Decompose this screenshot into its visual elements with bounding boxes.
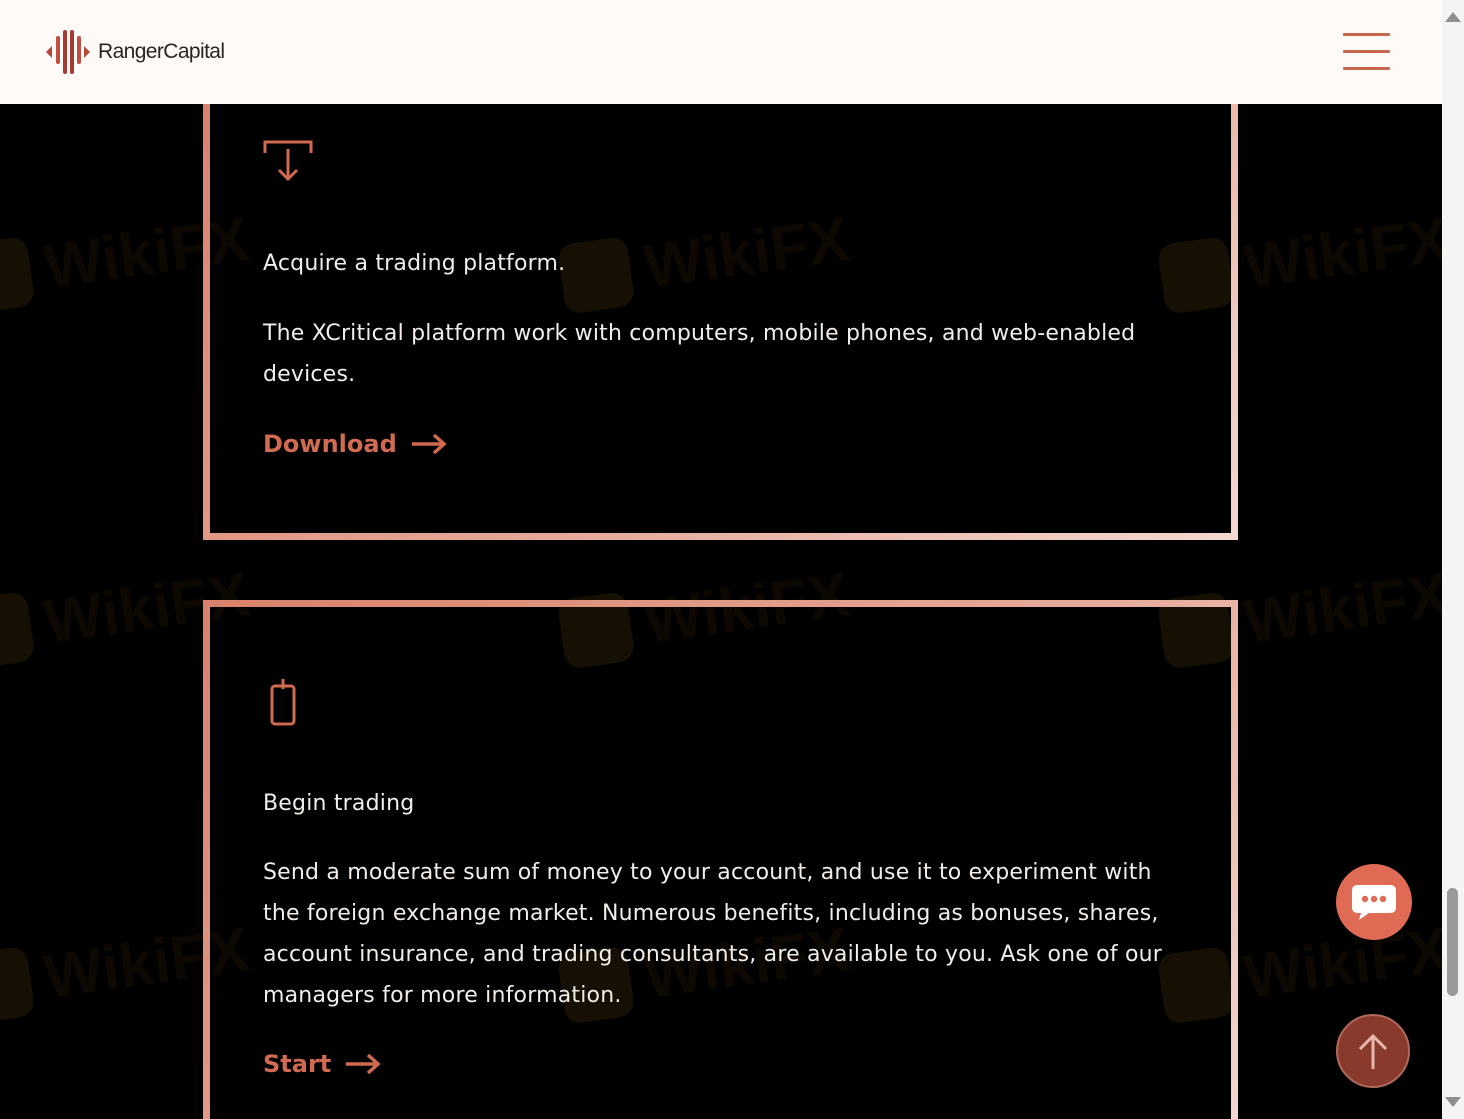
scroll-thumb[interactable] xyxy=(1447,888,1458,996)
watermark: WikiFX xyxy=(556,914,853,1025)
hamburger-menu-icon[interactable] xyxy=(1343,33,1390,71)
site-header xyxy=(0,0,1442,104)
step-card-platform xyxy=(203,80,1238,540)
scroll-down-arrow[interactable] xyxy=(1445,1097,1461,1107)
watermark: WikiFX xyxy=(0,204,254,315)
chat-button[interactable] xyxy=(1336,864,1412,940)
scroll-up-arrow[interactable] xyxy=(1445,12,1461,22)
brand-logo[interactable] xyxy=(44,28,224,76)
card-title: Acquire a trading platform. xyxy=(263,251,566,276)
watermark: WikiFX xyxy=(0,914,254,1025)
watermark: WikiFX xyxy=(556,559,853,670)
watermark: WikiFX xyxy=(0,559,254,670)
vertical-scrollbar[interactable] xyxy=(1442,0,1464,1119)
watermark: WikiFX xyxy=(1156,559,1453,670)
ranger-logo-icon xyxy=(44,28,92,76)
download-label: Download xyxy=(263,430,397,458)
start-label: Start xyxy=(263,1050,332,1078)
download-tray-icon xyxy=(263,139,313,187)
watermark: WikiFX xyxy=(556,204,853,315)
chat-bubble-icon xyxy=(1351,883,1397,921)
brand-name: RangerCapital xyxy=(98,40,225,63)
download-link[interactable] xyxy=(263,430,447,458)
watermark: WikiFX xyxy=(1156,204,1453,315)
card-description: Send a moderate sum of money to your account, and use it to experiment with the foreign exchange market. Numerous benefits, including as bonuses, shares, account insurance, and trading consultants, are available to you. Ask one of our managers for more information. xyxy=(263,860,1163,1008)
mobile-phone-icon xyxy=(263,677,303,733)
arrow-right-icon xyxy=(411,432,447,456)
arrow-up-icon xyxy=(1356,1031,1390,1071)
arrow-right-icon xyxy=(345,1052,381,1076)
card-title: Begin trading xyxy=(263,791,415,816)
scroll-to-top-button[interactable] xyxy=(1336,1014,1410,1088)
watermark: WikiFX xyxy=(1156,914,1453,1025)
step-card-trading xyxy=(203,600,1238,1119)
start-link[interactable] xyxy=(263,1050,381,1078)
card-description: The XCritical platform work with computers, mobile phones, and web-enabled devices. xyxy=(263,321,1136,387)
